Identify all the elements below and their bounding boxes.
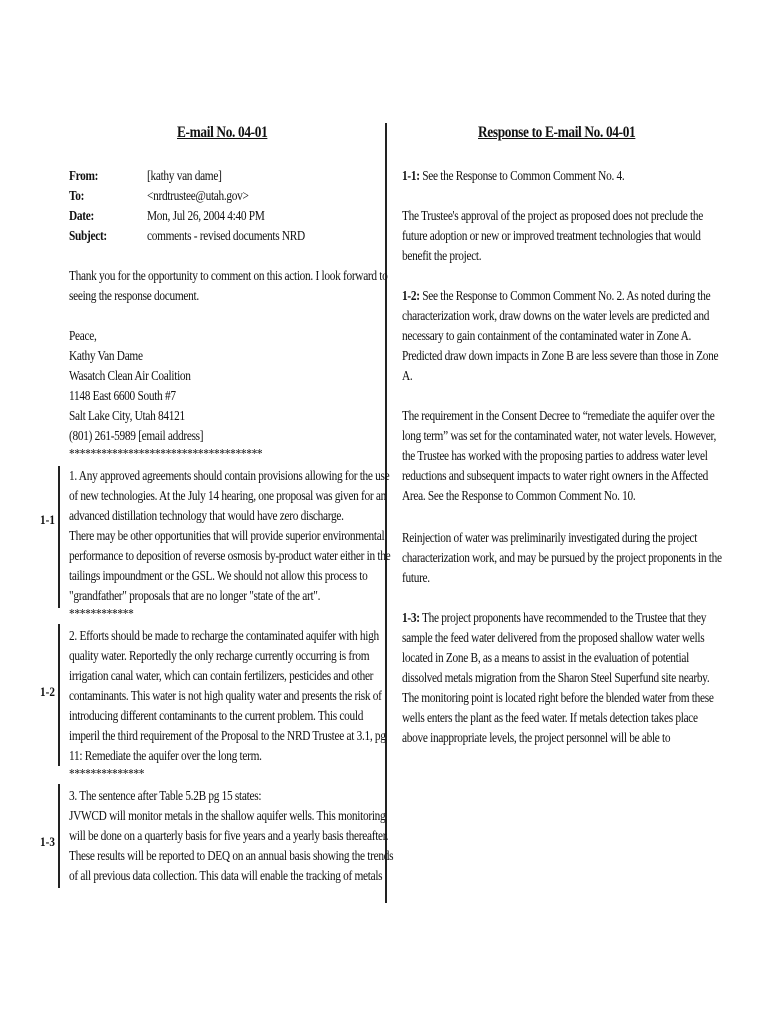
response-1-3-line: above inappropriate levels, the project personnel will be able to (402, 730, 671, 745)
comment-3-line: These results will be reported to DEQ on an annual basis showing the trends (69, 848, 394, 863)
trustee-line: The Trustee's approval of the project as proposed does not preclude the (402, 208, 703, 223)
response-1-2 (402, 286, 710, 306)
requirement-line: The requirement in the Consent Decree to “remediate the aquifer over the (402, 408, 715, 423)
header-label-date: Date: (69, 208, 94, 223)
comment-1-line: tailings impoundment or the GSL. We should not allow this process to (69, 568, 368, 583)
response-1-1-label: 1-1: (402, 168, 420, 183)
comment-2-line: 2. Efforts should be made to recharge the contaminated aquifer with high (69, 628, 379, 643)
response-1-3-line: The monitoring point is located right before the blended water from these (402, 690, 714, 705)
header-value-from: [kathy van dame] (147, 168, 222, 183)
intro-line: Thank you for the opportunity to comment on this action. I look forward to (69, 268, 388, 283)
response-1-3-line: located in Zone B, as a means to assist in the evaluation of potential (402, 650, 689, 665)
signature-line: 1148 East 6600 South #7 (69, 388, 176, 403)
comment-1-line: performance to deposition of reverse osmosis by-product water either in the (69, 548, 391, 563)
comment-bracket-1-1 (58, 466, 60, 608)
response-1-1 (402, 166, 624, 186)
comment-bracket-1-3 (58, 784, 60, 888)
comment-1-line: advanced distillation technology that would have zero discharge. (69, 508, 344, 523)
comment-1-line: There may be other opportunities that will provide superior environmental (69, 528, 385, 543)
comment-3-line: JVWCD will monitor metals in the shallow aquifer wells. This monitoring (69, 808, 386, 823)
header-label-from: From: (69, 168, 99, 183)
header-label-to: To: (69, 188, 85, 203)
response-1-2-text: See the Response to Common Comment No. 2. As noted during the (419, 288, 711, 303)
signature-line: Kathy Van Dame (69, 348, 143, 363)
header-label-subject: Subject: (69, 228, 107, 243)
response-1-3-line: wells enters the plant as the feed water. If metals detection takes place (402, 710, 698, 725)
response-1-3-label: 1-3: (402, 610, 420, 625)
response-1-3-line: dissolved metals migration from the Sharon Steel Superfund site nearby. (402, 670, 710, 685)
signature-line: Wasatch Clean Air Coalition (69, 368, 191, 383)
response-1-2-line: A. (402, 368, 413, 383)
comment-1-line: of new technologies. At the July 14 hearing, one proposal was given for an (69, 488, 386, 503)
comment-marker-1-2: 1-2 (40, 684, 55, 699)
comment-2-line: quality water. Reportedly the only recharge currently occurring is from (69, 648, 370, 663)
email-heading: E-mail No. 04-01 (177, 124, 268, 141)
requirement-line: long term” was set for the contaminated water, not water levels. However, (402, 428, 717, 443)
signature-line: (801) 261-5989 [email address] (69, 428, 204, 443)
reinjection-line: future. (402, 570, 430, 585)
requirement-line: reductions and subsequent impacts to water right owners in the Affected (402, 468, 708, 483)
requirement-line: Area. See the Response to Common Comment No. 10. (402, 488, 636, 503)
intro-line: seeing the response document. (69, 288, 199, 303)
column-divider (385, 123, 387, 903)
comment-marker-1-3: 1-3 (40, 834, 55, 849)
signature-separator: ************************************ (69, 446, 263, 461)
response-heading: Response to E-mail No. 04-01 (478, 124, 636, 141)
comment-2-line: irrigation canal water, which can contain fertilizers, pesticides and other (69, 668, 374, 683)
signature-line: Peace, (69, 328, 97, 343)
comment-3-line: 3. The sentence after Table 5.2B pg 15 states: (69, 788, 262, 803)
header-value-subject: comments - revised documents NRD (147, 228, 305, 243)
trustee-line: future adoption or new or improved treatment technologies that would (402, 228, 701, 243)
comment-1-line: "grandfather" proposals that are no longer "state of the art". (69, 588, 321, 603)
comment-3-line: of all previous data collection. This data will enable the tracking of metals (69, 868, 383, 883)
comment-2-line: imperil the third requirement of the Proposal to the NRD Trustee at 3.1, pg (69, 728, 386, 743)
comment-marker-1-1: 1-1 (40, 512, 55, 527)
comment-2-separator: ************** (69, 766, 145, 781)
reinjection-line: Reinjection of water was preliminarily investigated during the project (402, 530, 698, 545)
comment-3-line: will be done on a quarterly basis for five years and a yearly basis thereafter. (69, 828, 389, 843)
comment-2-line: introducing different contaminants to the current problem. This could (69, 708, 364, 723)
requirement-line: the Trustee has worked with the proposing parties to address water level (402, 448, 708, 463)
comment-2-line: 11: Remediate the aquifer over the long term. (69, 748, 262, 763)
response-1-2-label: 1-2: (402, 288, 420, 303)
response-1-2-line: characterization work, draw downs on the water levels are predicted and (402, 308, 710, 323)
reinjection-line: characterization work, and may be pursued by the project proponents in the (402, 550, 722, 565)
response-1-3-line: sample the feed water delivered from the proposed shallow water wells (402, 630, 705, 645)
signature-line: Salt Lake City, Utah 84121 (69, 408, 185, 423)
header-value-to: <nrdtrustee@utah.gov> (147, 188, 249, 203)
response-1-3-text: The project proponents have recommended to the Trustee that they (419, 610, 707, 625)
comment-bracket-1-2 (58, 624, 60, 766)
comment-1-line: 1. Any approved agreements should contain provisions allowing for the use (69, 468, 390, 483)
response-1-3 (402, 608, 706, 628)
response-1-2-line: Predicted draw down impacts in Zone B are less severe than those in Zone (402, 348, 719, 363)
trustee-line: benefit the project. (402, 248, 482, 263)
header-value-date: Mon, Jul 26, 2004 4:40 PM (147, 208, 265, 223)
response-1-2-line: necessary to gain containment of the contaminated water in Zone A. (402, 328, 692, 343)
comment-2-line: contaminants. This water is not high quality water and presents the risk of (69, 688, 382, 703)
response-1-1-text: See the Response to Common Comment No. 4. (419, 168, 625, 183)
comment-1-separator: ************ (69, 606, 134, 621)
